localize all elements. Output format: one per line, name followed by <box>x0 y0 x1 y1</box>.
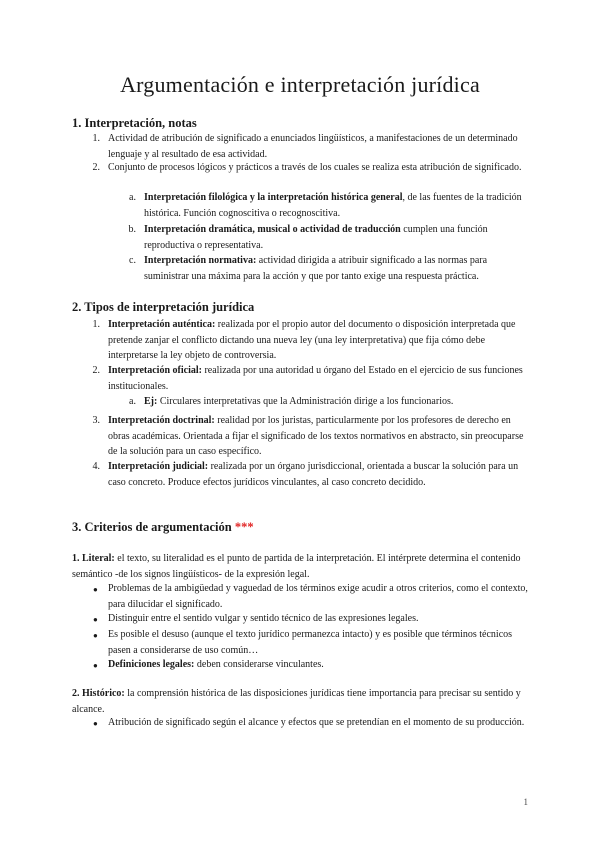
list-number: 4. <box>92 461 100 472</box>
list-item: Interpretación oficial: realizada por una autoridad u órgano del Estado en el ejercicio de sus funciones institucionales. <box>108 365 523 392</box>
list-item: Interpretación judicial: realizada por un órgano jurisdiccional, orientada a buscar la solución para un caso concreto. Produce efectos jurídicos vinculantes, al caso concreto decidido. <box>108 461 519 488</box>
list-item: Interpretación auténtica: realizada por el propio autor del documento o disposición interpretada que pretende zanjar el conflicto dictando una nueva ley (una ley interpretativa) que fija cómo debe interpretarse la ley objeto de controversia. <box>108 319 516 362</box>
list-item: Interpretación normativa: actividad dirigida a atribuir significado a las normas para suministrar una máxima para la acción y que por tanto exige una respuesta práctica. <box>144 255 488 282</box>
list-letter: a. <box>129 396 136 407</box>
list-number: 1. <box>92 319 100 330</box>
list-number: 2. <box>92 162 100 173</box>
bullet-icon: ● <box>93 585 98 594</box>
list-item: Conjunto de procesos lógicos y prácticos a través de los cuales se realiza esta atribución de significado. <box>108 162 522 173</box>
bullet-item: Es posible el desuso (aunque el texto jurídico permanezca intacto) y es posible que términos técnicos pasen a considerarse de uso común… <box>108 629 513 656</box>
bullet-icon: ● <box>93 661 98 670</box>
list-number: 2. <box>92 365 100 376</box>
list-item: Interpretación filológica y la interpretación histórica general, de las fuentes de la tradición histórica. Función cognoscitiva o recognoscitiva. <box>144 192 522 219</box>
bullet-icon: ● <box>93 631 98 640</box>
bullet-icon: ● <box>93 615 98 624</box>
list-letter: b. <box>128 224 136 235</box>
paragraph-literal: 1. Literal: el texto, su literalidad es el punto de partida de la interpretación. El intérprete determina el contenido semántico -de los signos lingüísticos- de la expresión legal. <box>72 553 521 580</box>
priority-stars: *** <box>234 520 254 534</box>
list-number: 1. <box>92 133 100 144</box>
section-1-heading: 1. Interpretación, notas <box>72 116 197 130</box>
page-number: 1 <box>523 797 528 807</box>
list-number: 3. <box>92 415 100 426</box>
list-item: Interpretación doctrinal: realidad por los juristas, particularmente por los profesores de derecho en obras académicas. Orientada a fijar el significado de los textos normativos en abstracto, sin preocuparse de la solución para un caso específico. <box>108 415 524 458</box>
bullet-item: Problemas de la ambigüedad y vaguedad de los términos exige acudir a otros criterios, como el contexto, para dilucidar el significado. <box>108 583 528 610</box>
section-2-heading: 2. Tipos de interpretación jurídica <box>72 300 255 314</box>
section-3-heading: 3. Criterios de argumentación *** <box>72 520 254 534</box>
bullet-icon: ● <box>93 719 98 728</box>
list-item: Actividad de atribución de significado a enunciados lingüísticos, a manifestaciones de un determinado lenguaje y al resultado de esa actividad. <box>108 133 518 160</box>
list-item: Interpretación dramática, musical o actividad de traducción cumplen una función reproductiva o representativa. <box>144 224 488 251</box>
list-letter: a. <box>129 192 136 203</box>
document-title: Argumentación e interpretación jurídica <box>120 72 480 97</box>
bullet-item: Definiciones legales: deben considerarse vinculantes. <box>108 659 324 670</box>
paragraph-historico: 2. Histórico: la comprensión histórica de las disposiciones jurídicas tiene importancia para precisar su sentido y alcance. <box>72 688 521 715</box>
bullet-item: Atribución de significado según el alcance y efectos que se pretendían en el momento de su producción. <box>108 717 525 728</box>
bullet-item: Distinguir entre el sentido vulgar y sentido técnico de las expresiones legales. <box>108 613 419 624</box>
list-item: Ej: Circulares interpretativas que la Administración dirige a los funcionarios. <box>144 396 454 407</box>
list-letter: c. <box>129 255 136 266</box>
